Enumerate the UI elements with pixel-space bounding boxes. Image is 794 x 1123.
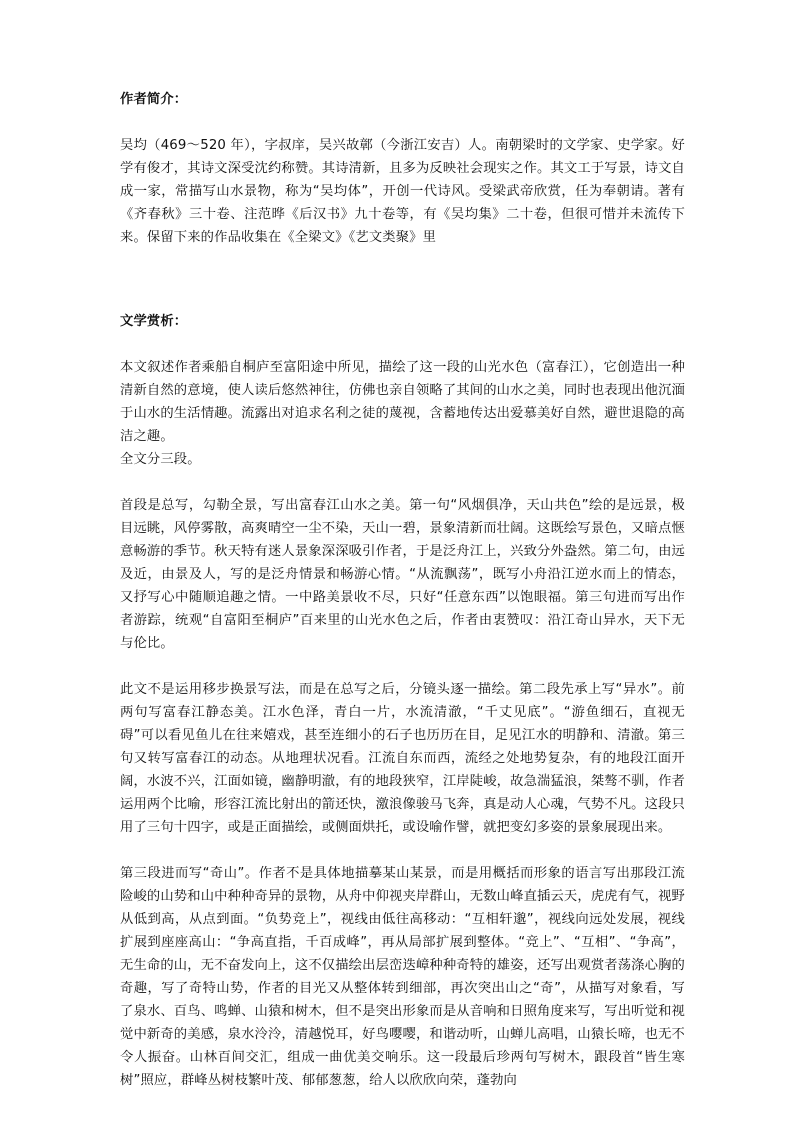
literary-appreciation-heading: 文学赏析： bbox=[120, 314, 188, 329]
analysis-paragraph-2: 此文不是运用移步换景写法，而是在总写之后，分镜头逐一描绘。第二段先承上写“异水”。前两句写富春江静态美。江水色泽，青白一片，水流清澈，“千丈见底”。“游鱼细石，直视无碍”可以看见鱼儿在往来嬉戏，甚至连细小的石子也历历在目，足见江水的明静和、清澈。第三句又转写富春江的动态。从地理状况看。江流自东而西，流经之处地势复杂，有的地段江面开阔，水波不兴，江面如镜，幽静明澈，有的地段狭窄，江岸陡峻，故急湍猛浪，桀骜不驯，作者运用两个比喻，形容江流比射出的箭还快，激浪像骏马飞奔，真是动人心魂，气势不凡。这段只用了三句十四字，或是正面描绘，或侧面烘托，或设喻作譬，就把变幻多姿的景象展现出来。 bbox=[120, 682, 685, 835]
spacer bbox=[120, 333, 685, 356]
analysis-paragraph-1: 首段是总写，勾勒全景，写出富春江山水之美。第一句“风烟俱净，天山共色”绘的是远景，极目远眺，风停雾散，高爽晴空一尘不染，天山一碧，景象清新而壮阔。这既绘写景色，又暗点惬意畅游的季节。秋天特有迷人景象深深吸引作者，于是泛舟江上，兴致分外盎然。第二句，由远及近，由景及人，写的是泛舟情景和畅游心情。“从流飘荡”，既写小舟沿江逆水而上的情态，又抒写心中随顺追趣之情。一中路美景收不尽，只好“任意东西”以饱眼福。第三句进而写出作者游踪，统观“自富阳至桐庐”百来里的山光水色之后，作者由衷赞叹：沿江奇山异水，天下无与伦比。 bbox=[120, 498, 685, 651]
author-intro-paragraph: 吴均（469～520 年），字叔庠，吴兴故鄣（今浙江安吉）人。南朝梁时的文学家、史学家。好学有俊才，其诗文深受沈约称赞。其诗清新，且多为反映社会现实之作。其文工于写景，诗文自成一家，常描写山水景物，称为“吴均体”，开创一代诗风。受梁武帝欣赏，任为奉朝请。著有《齐春秋》三十卷、注范晔《后汉书》九十卷等，有《吴均集》二十卷，但很可惜并未流传下来。保留下来的作品收集在《全梁文》《艺文类聚》里 bbox=[120, 138, 685, 245]
appreciation-intro-paragraph: 本文叙述作者乘船自桐庐至富阳途中所见，描绘了这一段的山光水色（富春江），它创造出一种清新自然的意境，使人读后悠然神往，仿佛也亲自领略了其间的山水之美，同时也表现出他沉湎于山水的生活情趣。流露出对追求名利之徒的蔑视，含蓄地传达出爱慕美好自然，避世退隐的高洁之趣。 bbox=[120, 360, 685, 444]
section-spacer bbox=[120, 272, 685, 310]
analysis-paragraph-3: 第三段进而写“奇山”。作者不是具体地描摹某山某景，而是用概括而形象的语言写出那段江流险峻的山势和山中种种奇异的景物，从舟中仰视夹岸群山，无数山峰直插云天，虎虎有气，视野从低到高，从点到面。“负势竞上”，视线由低往高移动：“互相轩邈”，视线向远处发展，视线扩展到座座高山：“争高直指，千百成峰”，再从局部扩展到整体。“竞上”、“互相”、“争高”，无生命的山，无不奋发向上，这不仅描绘出层峦迭嶂种种奇特的雄姿，还写出观赏者荡涤心胸的奇趣，写了奇特山势，作者的目光又从整体转到细部，再次突出山之“奇”，从描写对象看，写了泉水、百鸟、鸣蝉、山猿和树木，但不是突出形象而是从音响和日照角度来写，写出听觉和视觉中新奇的美感，泉水泠泠，清越悦耳，好鸟嘤嘤，和谐动听，山蝉儿高唱，山猿长啼，也无不令人振奋。山林百间交汇，组成一曲优美交响乐。这一段最后珍两句写树木，跟段首“皆生寒树”照应，群峰丛树枝繁叶茂、郁郁葱葱，给人以欣欣向荣，蓬勃向 bbox=[120, 866, 685, 1088]
document-content bbox=[120, 88, 685, 1115]
spacer bbox=[120, 111, 685, 134]
division-note: 全文分三段。 bbox=[120, 452, 201, 467]
author-intro-heading: 作者简介： bbox=[120, 92, 188, 107]
